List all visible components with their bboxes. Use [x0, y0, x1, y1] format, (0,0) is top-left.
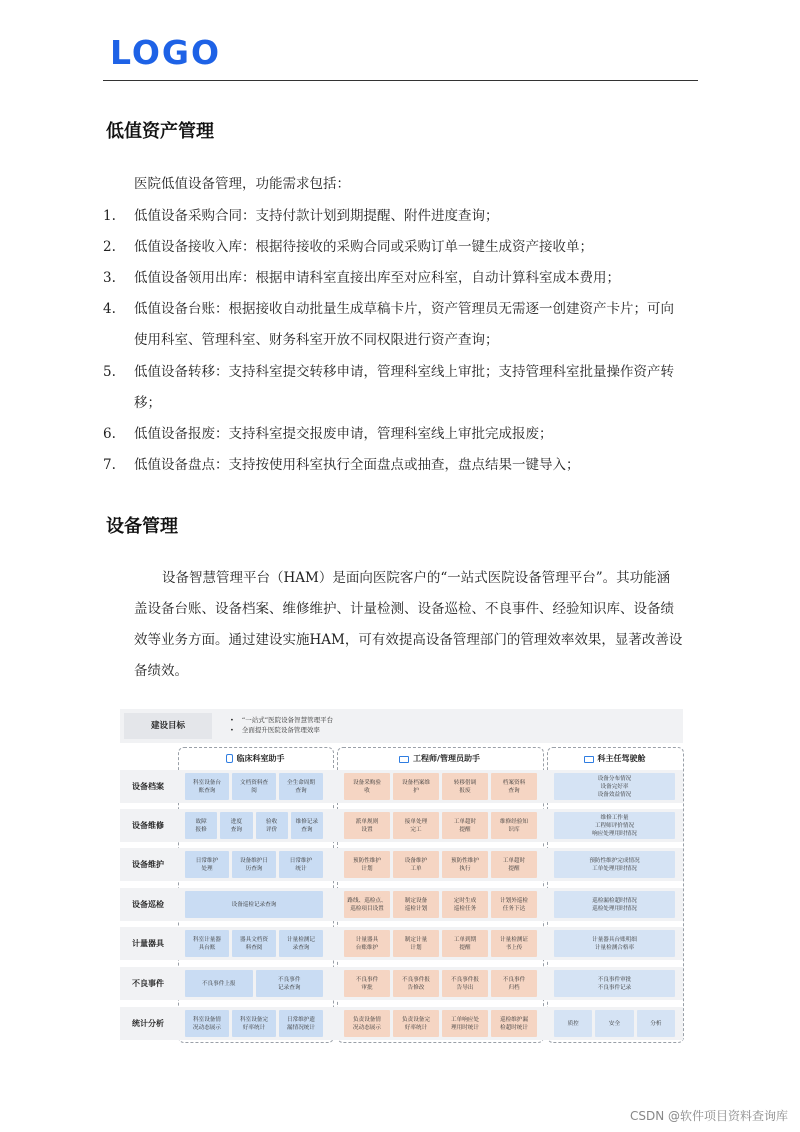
row-label: 统计分析	[132, 1019, 164, 1028]
feature-cell: 科室设备完 好率统计	[232, 1010, 276, 1037]
feature-cell: 计量器具 台账维护	[344, 930, 390, 957]
feature-cell: 设备巡检记录查询	[185, 891, 323, 918]
list-number: 4.	[103, 301, 116, 317]
feature-cell: 巡检漏检超时情况 巡检处理用时情况	[554, 891, 675, 918]
list-item-line: 低值设备台账：根据接收自动批量生成草稿卡片，资产管理员无需逐一创建资产卡片；可向	[134, 301, 674, 317]
feature-cell: 设备分布情况 设备完好率 设备效益情况	[554, 773, 675, 800]
list-item-line: 低值设备领用出库：根据申请科室直接出库至对应科室，自动计算科室成本费用；	[134, 270, 620, 286]
row-label: 设备维护	[132, 860, 164, 869]
feature-cell: 维修经验知 识库	[491, 812, 537, 839]
column-header	[337, 752, 542, 766]
feature-cell: 路线、巡检点、 巡检项目设置	[344, 891, 390, 918]
goal-item: • 全面提升医院设备管理效率	[230, 725, 333, 735]
feature-cell: 器具文档资 料查阅	[232, 930, 276, 957]
goal-list	[230, 715, 333, 735]
paragraph-line: 设备智慧管理平台（HAM）是面向医院客户的“一站式医院设备管理平台”。其功能涵	[162, 570, 671, 586]
paragraph-line: 效等业务方面。通过建设实施HAM，可有效提高设备管理部门的管理效率效果，显著改善设	[134, 632, 683, 648]
list-number: 2.	[103, 239, 116, 255]
feature-cell: 制定计量 计划	[393, 930, 439, 957]
feature-cell: 设备维护 工单	[393, 851, 439, 878]
feature-cell: 分析	[637, 1010, 675, 1037]
feature-cell: 科室计量器 具台账	[185, 930, 229, 957]
feature-cell: 工单到期 提醒	[442, 930, 488, 957]
phone-icon	[226, 754, 233, 763]
row-label: 设备维修	[132, 821, 164, 830]
feature-cell: 安全	[595, 1010, 633, 1037]
feature-cell: 负责设备完 好率统计	[393, 1010, 439, 1037]
column-header-label: 工程师/管理员助手	[413, 754, 480, 763]
list-item-line: 低值设备盘点：支持按使用科室执行全面盘点或抽查，盘点结果一键导入；	[134, 457, 580, 473]
monitor-icon	[584, 756, 594, 763]
feature-cell: 不良事件报 告导出	[442, 970, 488, 997]
feature-cell: 维修记录 查询	[291, 812, 323, 839]
feature-cell: 质控	[554, 1010, 592, 1037]
feature-cell: 设备维护日 历查询	[232, 851, 276, 878]
column-header-label: 临床科室助手	[236, 754, 285, 763]
feature-cell: 计划外巡检 任务下达	[491, 891, 537, 918]
list-item-line: 移；	[134, 395, 161, 411]
list-number: 5.	[103, 364, 116, 380]
feature-cell: 不良事件 记录查询	[256, 970, 324, 997]
feature-cell: 工单响应处 理用时统计	[442, 1010, 488, 1037]
list-item-line: 低值设备采购合同：支持付款计划到期提醒、附件进度查询；	[134, 208, 499, 224]
feature-cell: 设备档案维 护	[393, 773, 439, 800]
feature-cell: 计量检测记 录查询	[279, 930, 323, 957]
feature-cell: 计量器具台账明细 计量检测合格率	[554, 930, 675, 957]
feature-cell: 定时生成 巡检任务	[442, 891, 488, 918]
logo: LOGO	[110, 33, 222, 72]
row-label: 设备档案	[132, 782, 164, 791]
column-header-label: 科主任驾驶舱	[597, 754, 646, 763]
feature-cell: 验收 评价	[256, 812, 288, 839]
feature-cell: 计量检测证 书上传	[491, 930, 537, 957]
goal-label: 建设目标	[124, 713, 212, 739]
feature-cell: 科室设备台 账查询	[185, 773, 229, 800]
feature-cell: 工单超时 提醒	[491, 851, 537, 878]
column-header	[547, 752, 682, 766]
list-item-line: 低值设备接收入库：根据待接收的采购合同或采购订单一键生成资产接收单；	[134, 239, 593, 255]
feature-cell: 工单超时 提醒	[442, 812, 488, 839]
feature-cell: 制定设备 巡检计划	[393, 891, 439, 918]
list-item-line: 使用科室、管理科室、财务科室开放不同权限进行资产查询；	[134, 332, 499, 348]
feature-cell: 接单处理 完工	[393, 812, 439, 839]
paragraph: 医院低值设备管理，功能需求包括：	[134, 176, 350, 192]
feature-cell: 科室设备情 况动态展示	[185, 1010, 229, 1037]
list-number: 1.	[103, 208, 116, 224]
list-number: 3.	[103, 270, 116, 286]
feature-cell: 维修工作量 工程师评价情况 响应处理用时情况	[554, 812, 675, 839]
row-label: 不良事件	[132, 979, 164, 988]
feature-cell: 不良事件 归档	[491, 970, 537, 997]
list-item-line: 低值设备报废：支持科室提交报废申请，管理科室线上审批完成报废；	[134, 426, 553, 442]
feature-cell: 日常维护 处理	[185, 851, 229, 878]
feature-cell: 日常维护 统计	[279, 851, 323, 878]
watermark: CSDN @软件项目资料查询库	[629, 1109, 788, 1123]
header-divider	[103, 80, 698, 81]
paragraph-line: 备绩效。	[134, 663, 188, 679]
row-label: 计量器具	[132, 939, 164, 948]
feature-cell: 不良事件审批 不良事件记录	[554, 970, 675, 997]
section-title: 低值资产管理	[106, 121, 214, 142]
list-number: 6.	[103, 426, 116, 442]
feature-cell: 预防性维护 计划	[344, 851, 390, 878]
feature-cell: 不良事件 审批	[344, 970, 390, 997]
feature-cell: 故障 报修	[185, 812, 217, 839]
feature-cell: 日常维护遗 漏情况统计	[279, 1010, 323, 1037]
feature-cell: 派单规则 设置	[344, 812, 390, 839]
row-label: 设备巡检	[132, 900, 164, 909]
section-title: 设备管理	[106, 516, 178, 537]
feature-cell: 预防性维护 执行	[442, 851, 488, 878]
feature-cell: 转移借调 报废	[442, 773, 488, 800]
feature-cell: 负责设备情 况动态展示	[344, 1010, 390, 1037]
column-header	[178, 752, 332, 766]
goal-item: • “一站式”医院设备智慧管理平台	[230, 715, 333, 725]
monitor-icon	[399, 756, 409, 763]
list-item-line: 低值设备转移：支持科室提交转移申请，管理科室线上审批；支持管理科室批量操作资产转	[134, 364, 674, 380]
ham-architecture-diagram	[115, 705, 685, 1045]
feature-cell: 不良事件上报	[185, 970, 253, 997]
goal-band	[120, 709, 683, 743]
list-number: 7.	[103, 457, 116, 473]
feature-cell: 全生命周期 查询	[279, 773, 323, 800]
feature-cell: 文档资料查 阅	[232, 773, 276, 800]
feature-cell: 不良事件报 告修改	[393, 970, 439, 997]
feature-cell: 预防性维护完成情况 工单处理用时情况	[554, 851, 675, 878]
feature-cell: 巡检维护漏 检超时统计	[491, 1010, 537, 1037]
feature-cell: 进度 查询	[220, 812, 252, 839]
feature-cell: 档案资料 查询	[491, 773, 537, 800]
paragraph-line: 盖设备台账、设备档案、维修维护、计量检测、设备巡检、不良事件、经验知识库、设备绩	[134, 601, 674, 617]
feature-cell: 设备采购验 收	[344, 773, 390, 800]
